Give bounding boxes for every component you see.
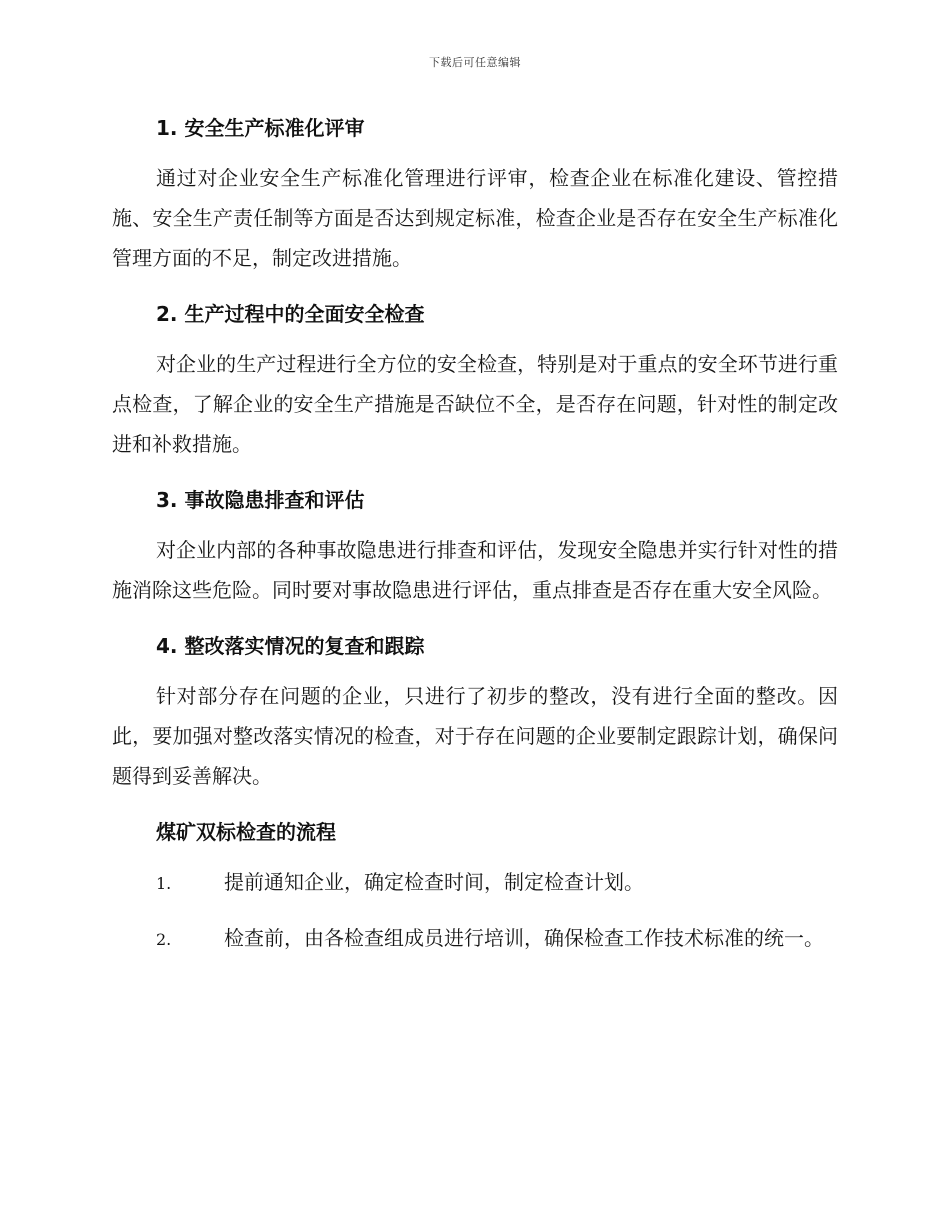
process-list-item-1 [112, 862, 838, 904]
list-item-number: 2. [156, 930, 172, 949]
document-content [112, 108, 838, 974]
section-heading-3: 3. 事故隐患排查和评估 [156, 488, 365, 512]
section-heading-4: 4. 整改落实情况的复查和跟踪 [156, 634, 425, 658]
list-item-text: 检查前，由各检查组成员进行培训，确保检查工作技术标准的统一。 [224, 926, 824, 950]
process-list-item-2 [112, 918, 838, 960]
list-item-number: 1. [156, 874, 172, 893]
page-header: 下载后可任意编辑 [429, 56, 521, 69]
section-body-3: 对企业内部的各种事故隐患进行排查和评估，发现安全隐患并实行针对性的措施消除这些危险。同时要对事故隐患进行评估，重点排查是否存在重大安全风险。 [112, 538, 838, 602]
list-item-text: 提前通知企业，确定检查时间，制定检查计划。 [224, 870, 644, 894]
section-body-4: 针对部分存在问题的企业，只进行了初步的整改，没有进行全面的整改。因此，要加强对整改落实情况的检查，对于存在问题的企业要制定跟踪计划，确保问题得到妥善解决。 [112, 684, 838, 788]
process-heading: 煤矿双标检查的流程 [156, 820, 336, 844]
section-body-2: 对企业的生产过程进行全方位的安全检查，特别是对于重点的安全环节进行重点检查，了解企业的安全生产措施是否缺位不全，是否存在问题，针对性的制定改进和补救措施。 [112, 352, 838, 456]
section-body-1: 通过对企业安全生产标准化管理进行评审，检查企业在标准化建设、管控措施、安全生产责任制等方面是否达到规定标准，检查企业是否存在安全生产标准化管理方面的不足，制定改进措施。 [112, 166, 838, 270]
section-heading-2: 2. 生产过程中的全面安全检查 [156, 302, 425, 326]
section-heading-1: 1. 安全生产标准化评审 [156, 116, 365, 140]
